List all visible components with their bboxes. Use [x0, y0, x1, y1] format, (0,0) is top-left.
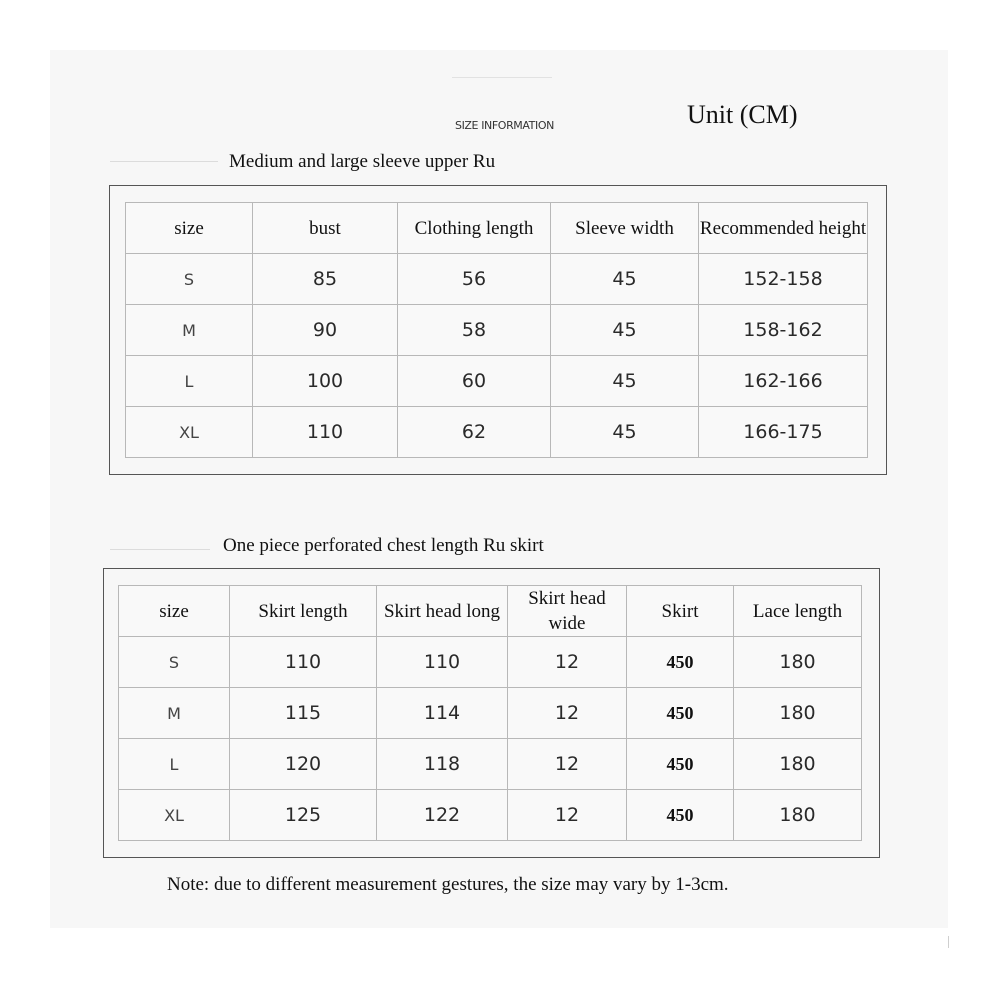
- size-cell: XL: [126, 407, 253, 458]
- column-header: Skirt length: [230, 586, 377, 637]
- table-header-row: [119, 586, 862, 637]
- table-row: [126, 305, 868, 356]
- measurement-note: Note: due to different measurement gestures, the size may vary by 1-3cm.: [167, 874, 729, 895]
- unit-label: Unit (CM): [687, 100, 798, 129]
- column-header: Sleeve width: [551, 203, 699, 254]
- edge-mark: [948, 936, 949, 948]
- section-1-rule: [110, 161, 218, 162]
- table-cell: 45: [551, 407, 699, 458]
- table-cell: 114: [377, 688, 508, 739]
- table-cell: 162-166: [699, 356, 868, 407]
- table-cell: 12: [508, 790, 627, 841]
- table-cell: 450: [627, 637, 734, 688]
- table-cell: 45: [551, 305, 699, 356]
- top-divider: [452, 77, 552, 78]
- table-cell: 152-158: [699, 254, 868, 305]
- section-2-title: One piece perforated chest length Ru skirt: [223, 535, 544, 556]
- table-cell: 180: [734, 739, 862, 790]
- table-cell: 110: [253, 407, 398, 458]
- size-cell: M: [119, 688, 230, 739]
- table-row: [126, 356, 868, 407]
- table-cell: 110: [230, 637, 377, 688]
- table-cell: 62: [398, 407, 551, 458]
- size-information-label: SIZE INFORMATION: [455, 119, 554, 132]
- table-cell: 45: [551, 356, 699, 407]
- table-cell: 120: [230, 739, 377, 790]
- column-header: size: [119, 586, 230, 637]
- table-cell: 158-162: [699, 305, 868, 356]
- table-cell: 90: [253, 305, 398, 356]
- table-cell: 60: [398, 356, 551, 407]
- table-cell: 58: [398, 305, 551, 356]
- size-cell: S: [126, 254, 253, 305]
- table-cell: 115: [230, 688, 377, 739]
- upper-size-table: [125, 202, 868, 458]
- column-header: Lace length: [734, 586, 862, 637]
- size-cell: L: [119, 739, 230, 790]
- table-cell: 166-175: [699, 407, 868, 458]
- table-row: [126, 254, 868, 305]
- table-cell: 110: [377, 637, 508, 688]
- size-cell: M: [126, 305, 253, 356]
- column-header: Clothing length: [398, 203, 551, 254]
- column-header: Skirt: [627, 586, 734, 637]
- table-cell: 125: [230, 790, 377, 841]
- table-row: [119, 790, 862, 841]
- table-row: [119, 637, 862, 688]
- table-cell: 12: [508, 739, 627, 790]
- section-1-title: Medium and large sleeve upper Ru: [229, 151, 496, 172]
- skirt-size-table: [118, 585, 862, 841]
- table-cell: 180: [734, 688, 862, 739]
- table-row: [119, 688, 862, 739]
- size-cell: S: [119, 637, 230, 688]
- table-header-row: [126, 203, 868, 254]
- table-row: [119, 739, 862, 790]
- size-cell: L: [126, 356, 253, 407]
- column-header: Skirt head long: [377, 586, 508, 637]
- column-header: size: [126, 203, 253, 254]
- section-2-rule: [110, 549, 210, 550]
- table-cell: 180: [734, 790, 862, 841]
- column-header: Skirt head wide: [508, 586, 627, 637]
- table-cell: 56: [398, 254, 551, 305]
- table-cell: 45: [551, 254, 699, 305]
- table-cell: 12: [508, 688, 627, 739]
- table-cell: 450: [627, 790, 734, 841]
- table-cell: 122: [377, 790, 508, 841]
- table-cell: 118: [377, 739, 508, 790]
- column-header: Recommended height: [699, 203, 868, 254]
- table-row: [126, 407, 868, 458]
- table-cell: 180: [734, 637, 862, 688]
- table-cell: 450: [627, 688, 734, 739]
- table-cell: 100: [253, 356, 398, 407]
- table-cell: 12: [508, 637, 627, 688]
- table-cell: 450: [627, 739, 734, 790]
- column-header: bust: [253, 203, 398, 254]
- size-cell: XL: [119, 790, 230, 841]
- table-cell: 85: [253, 254, 398, 305]
